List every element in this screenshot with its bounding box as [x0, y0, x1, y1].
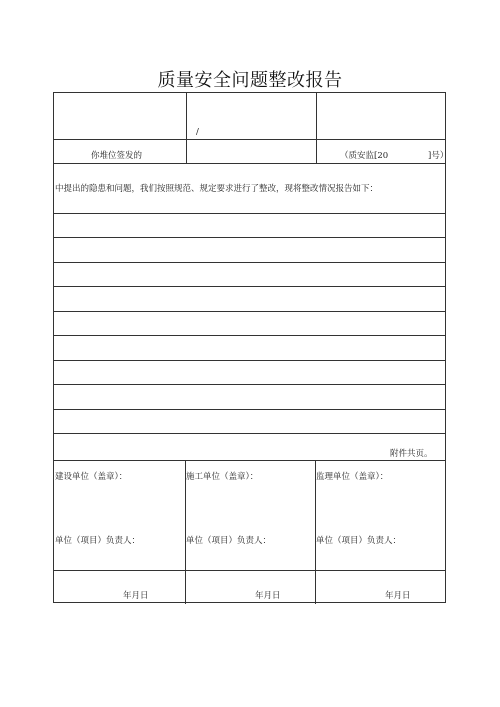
construction-leader-label: 单位（项目）负责人：	[55, 536, 141, 546]
supervisor-leader-label: 单位（项目）负责人：	[316, 536, 402, 546]
row-divider	[54, 139, 445, 140]
construction-unit-seal-label: 建设单位（盖章）：	[55, 472, 128, 482]
row-divider	[54, 570, 445, 571]
construction-date-label: 年月日	[123, 591, 149, 601]
contractor-date-label: 年月日	[255, 591, 281, 601]
blank-line	[54, 262, 445, 263]
supervisor-date-label: 年月日	[385, 591, 411, 601]
page-title: 质量安全问题整改报告	[157, 70, 343, 91]
contractor-unit-seal-label: 施工单位（盖章）：	[186, 472, 259, 482]
notice-number-prefix: （质安监[20	[340, 151, 389, 161]
notice-number-suffix: ]号）	[428, 151, 449, 161]
blank-line	[54, 384, 445, 385]
issued-by-label: 你堆位签发的	[91, 151, 143, 161]
blank-line	[54, 360, 445, 361]
notice-divider-2	[316, 139, 317, 163]
contractor-leader-label: 单位（项目）负责人：	[186, 536, 272, 546]
blank-line	[54, 335, 445, 336]
row-divider	[54, 460, 445, 461]
attachment-text: 附件共页。	[390, 449, 433, 459]
header-divider-1	[186, 93, 187, 139]
blank-line	[54, 237, 445, 238]
intro-text: 中提出的隐患和问题，我们按照规范、规定要求进行了整改，现将整改情况报告如下：	[55, 184, 379, 194]
blank-line	[54, 311, 445, 312]
blank-line	[54, 213, 445, 214]
notice-divider-1	[186, 139, 187, 163]
row-divider	[54, 163, 445, 164]
blank-line	[54, 433, 445, 434]
blank-line	[54, 286, 445, 287]
header-divider-2	[316, 93, 317, 139]
header-slash: /	[196, 127, 199, 137]
blank-line	[54, 409, 445, 410]
report-form	[53, 92, 449, 603]
supervisor-unit-seal-label: 监理单位（盖章）：	[316, 472, 389, 482]
